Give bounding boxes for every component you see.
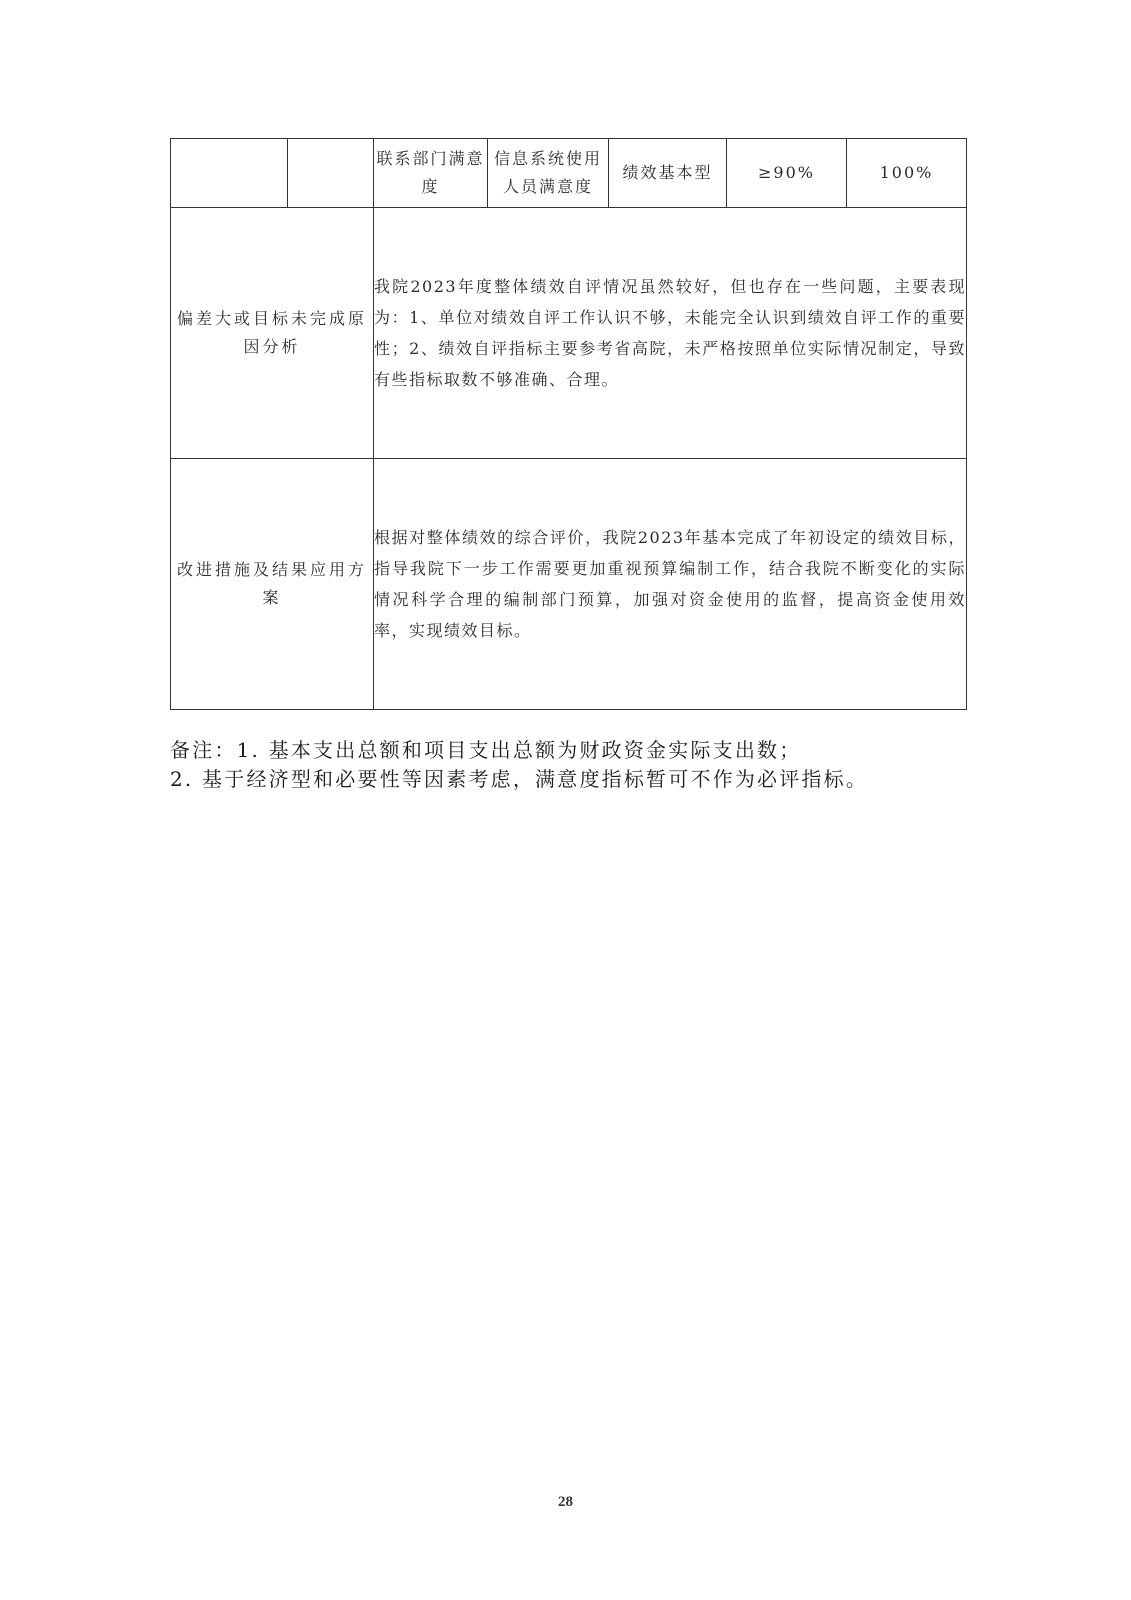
- tertiary-indicator-cell: 信息系统使用人员满意度: [488, 139, 609, 208]
- deviation-label: 偏差大或目标未完成原因分析: [171, 208, 374, 459]
- page-number: 28: [558, 1494, 573, 1510]
- table-row: [171, 139, 967, 208]
- deviation-content-cell: [374, 208, 967, 459]
- improvement-content-cell: [374, 459, 967, 710]
- table-row: [171, 459, 967, 710]
- performance-table: [170, 138, 967, 710]
- table-row: [171, 208, 967, 459]
- empty-cell: [171, 139, 288, 208]
- actual-value-cell: 100%: [847, 139, 967, 208]
- note-line-1: 备注：1. 基本支出总额和项目支出总额为财政资金实际支出数；: [170, 738, 802, 762]
- secondary-indicator-cell: 联系部门满意度: [374, 139, 488, 208]
- improvement-label: 改进措施及结果应用方案: [171, 459, 374, 710]
- note-line-2: 2. 基于经济型和必要性等因素考虑，满意度指标暂可不作为必评指标。: [170, 767, 869, 791]
- improvement-content: 根据对整体绩效的综合评价，我院2023年基本完成了年初设定的绩效目标，指导我院下一步工作需要更加重视预算编制工作，结合我院不断变化的实际情况科学合理的编制部门预算，加强对资金使用的监督，提高资金使用效率，实现绩效目标。: [374, 528, 966, 640]
- empty-cell: [288, 139, 374, 208]
- notes: [170, 736, 970, 794]
- target-value-cell: ≥90%: [727, 139, 847, 208]
- indicator-type-cell: 绩效基本型: [609, 139, 727, 208]
- deviation-content: 我院2023年度整体绩效自评情况虽然较好，但也存在一些问题，主要表现为：1、单位对绩效自评工作认识不够，未能完全认识到绩效自评工作的重要性；2、绩效自评指标主要参考省高院，未严格按照单位实际情况制定，导致有些指标取数不够准确、合理。: [374, 277, 966, 389]
